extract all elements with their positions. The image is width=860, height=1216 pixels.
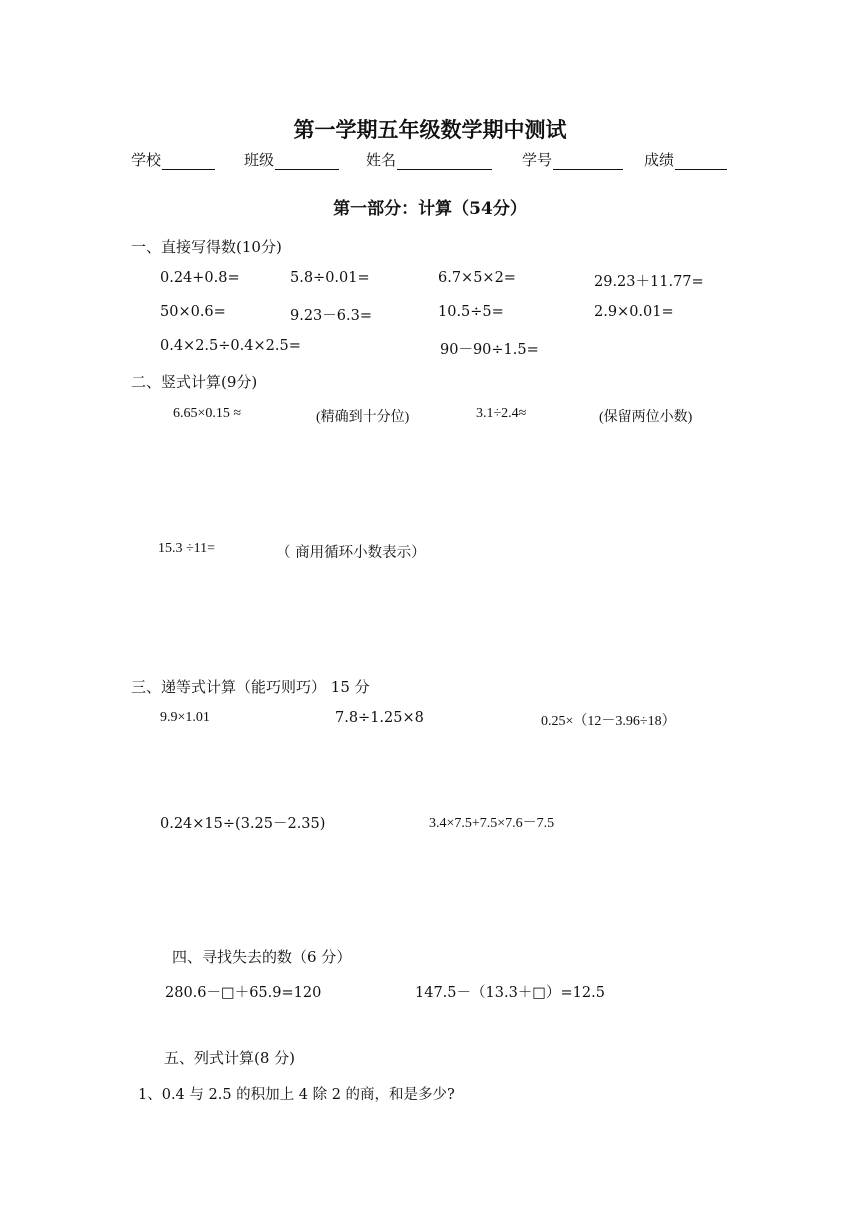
student-number-blank[interactable] bbox=[553, 153, 623, 170]
sec1-item: 10.5÷5= bbox=[438, 304, 504, 320]
sec2-item: （ 商用循环小数表示） bbox=[276, 545, 426, 561]
score-label: 成绩 bbox=[644, 151, 675, 169]
sec3-item: 0.24×15÷(3.25－2.35) bbox=[160, 816, 326, 832]
sec1-item: 2.9×0.01= bbox=[594, 304, 674, 320]
sec5-item: 1、0.4 与 2.5 的积加上 4 除 2 的商，和是多少? bbox=[138, 1087, 455, 1103]
student-number-label: 学号 bbox=[522, 151, 553, 169]
name-field bbox=[366, 149, 492, 170]
sec1-item: 50×0.6= bbox=[160, 304, 226, 320]
score-blank[interactable] bbox=[675, 153, 727, 170]
name-label: 姓名 bbox=[366, 151, 397, 169]
sec1-item: 5.8÷0.01= bbox=[290, 270, 370, 286]
sec5-heading: 五、列式计算(8 分) bbox=[164, 1049, 296, 1067]
name-blank[interactable] bbox=[397, 153, 492, 170]
school-blank[interactable] bbox=[162, 153, 215, 170]
sec2-item: 15.3 ÷11= bbox=[158, 541, 216, 556]
sec3-item: 3.4×7.5+7.5×7.6－7.5 bbox=[429, 816, 555, 831]
sec1-item: 0.4×2.5÷0.4×2.5= bbox=[160, 338, 301, 354]
part1-title: 第一部分：计算（54分） bbox=[333, 199, 527, 219]
sec2-item: 6.65×0.15 ≈ bbox=[173, 406, 242, 421]
sec1-item: 0.24+0.8= bbox=[160, 270, 240, 286]
student-number-field bbox=[522, 149, 623, 170]
sec3-item: 7.8÷1.25×8 bbox=[335, 710, 424, 726]
sec4-item: 147.5－（13.3＋□）=12.5 bbox=[415, 985, 605, 1001]
sec1-item: 29.23＋11.77= bbox=[594, 274, 704, 290]
sec4-heading: 四、寻找失去的数（6 分） bbox=[172, 948, 352, 966]
sec1-item: 90－90÷1.5= bbox=[440, 342, 539, 358]
school-field bbox=[131, 149, 215, 170]
sec1-item: 9.23－6.3= bbox=[290, 308, 372, 324]
sec4-item: 280.6－□＋65.9=120 bbox=[165, 985, 322, 1001]
score-field bbox=[644, 149, 727, 170]
page-title: 第一学期五年级数学期中测试 bbox=[293, 117, 567, 142]
sec1-heading: 一、直接写得数(10分) bbox=[131, 238, 282, 256]
sec3-item: 0.25×（12－3.96÷18） bbox=[541, 714, 676, 729]
sec2-item: (保留两位小数) bbox=[599, 410, 693, 425]
class-label: 班级 bbox=[244, 151, 275, 169]
class-blank[interactable] bbox=[275, 153, 339, 170]
school-label: 学校 bbox=[131, 151, 162, 169]
class-field bbox=[244, 149, 339, 170]
sec3-heading: 三、递等式计算（能巧则巧） 15 分 bbox=[131, 678, 370, 696]
sec1-item: 6.7×5×2= bbox=[438, 270, 516, 286]
sec2-item: 3.1÷2.4≈ bbox=[476, 406, 527, 421]
sec2-heading: 二、竖式计算(9分) bbox=[131, 373, 258, 391]
sec3-item: 9.9×1.01 bbox=[160, 710, 210, 725]
sec2-item: (精确到十分位) bbox=[316, 410, 410, 425]
